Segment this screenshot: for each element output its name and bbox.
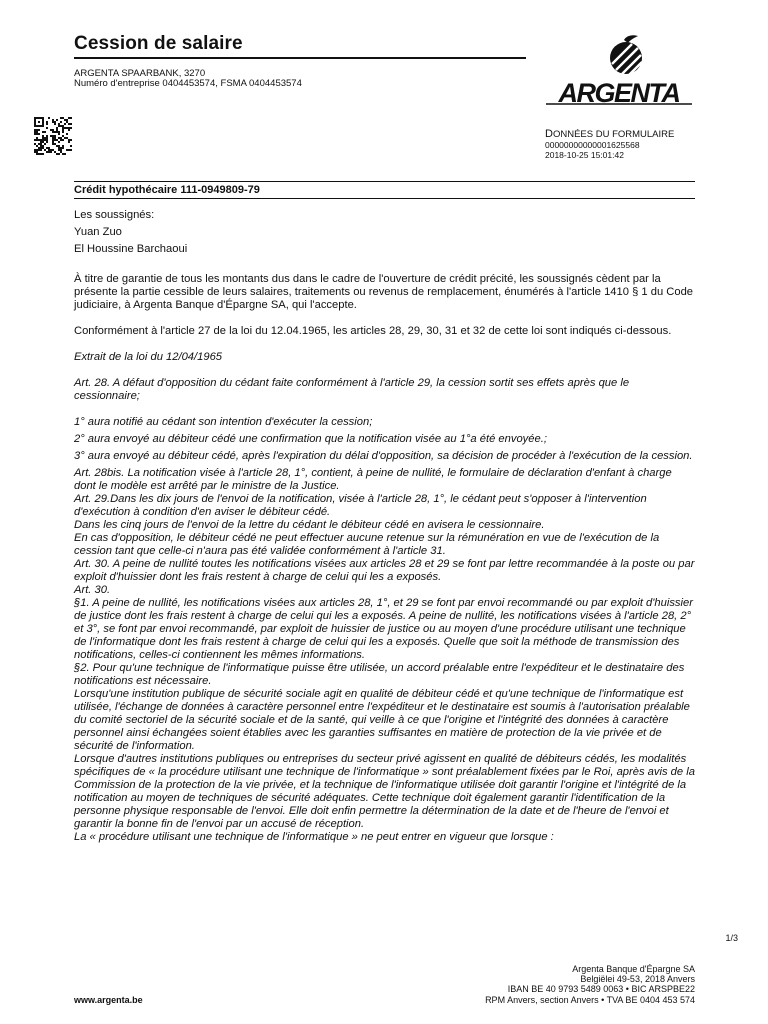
qr-module [68,127,70,129]
qr-module [60,137,62,139]
qr-module [42,147,44,149]
qr-module [54,121,56,123]
qr-module [50,129,52,131]
law-text: §2. Pour qu'une technique de l'informatique puisse être utilisée, un accord préalable entre l'expéditeur et le destinataire des notifications est nécessaire. [74,662,685,687]
qr-module [36,117,38,119]
qr-module [38,139,40,141]
credit-rule-bottom [74,198,695,199]
qr-module [42,119,44,121]
qr-module [68,123,70,125]
qr-module [54,123,56,125]
law-text: Lorsqu'une institution publique de sécurité sociale agit en qualité de débiteur cédé et qu'une technique de l'informatique est utilisée, l'échange de données à caractère personnel entre l'expéditeur et le destinataire est soumis à l'autorisation préalable du comité sectoriel de la sécurité sociale et de la santé, qui veille à ce que l'origine et l'intégrité des données à caractère personnel ainsi échangées soient établies avec les garanties suffisantes en matière de protection de la vie privée et de sécurité de l'information. [74,688,690,752]
qr-module [58,145,60,147]
qr-module [34,133,36,135]
qr-module [62,139,64,141]
conformity-paragraph: Conformément à l'article 27 de la loi du 12.04.1965, les articles 28, 29, 30, 31 et 32 de cette loi sont indiqués ci-dessous. [74,325,672,337]
qr-module [34,117,36,119]
law-text: Art. 30. A peine de nullité toutes les notifications visées aux articles 28 et 29 se font par lettre recommandée à la poste ou par exploit d'huissier dont les frais restent à charge de celui qui les a exposés. [74,558,695,583]
qr-module [64,137,66,139]
form-data-title [545,128,674,140]
qr-module [52,149,54,151]
qr-module [60,139,62,141]
footer-address-line: Belgiëlei 49-53, 2018 Anvers [580,974,695,985]
qr-module [36,139,38,141]
qr-module [44,143,46,145]
form-data-title-initial: D [545,128,553,140]
qr-module [40,147,42,149]
qr-module [62,153,64,155]
article-28-item: 1° aura notifié au cédant son intention d'exécuter la cession; [74,416,373,428]
signatory-name: El Houssine Barchaoui [74,243,188,255]
qr-module [38,143,40,145]
qr-module [42,141,44,143]
form-id: 00000000000001625568 [545,140,640,150]
qr-module [60,151,62,153]
qr-module [66,149,68,151]
signatories-label: Les soussignés: [74,209,155,221]
qr-module [40,153,42,155]
qr-module [46,135,48,137]
qr-module [46,141,48,143]
qr-module [42,123,44,125]
qr-module [44,131,46,133]
law-text: Art. 28bis. La notification visée à l'article 28, 1°, contient, à peine de nullité, le formulaire de déclaration d'enfant à charge dont le modèle est arrêté par le ministre de la Justice. [74,467,672,492]
qr-module [38,133,40,135]
footer-address-line: Argenta Banque d'Épargne SA [572,964,695,974]
website-link[interactable]: www.argenta.be [74,995,143,1005]
qr-module [38,129,40,131]
qr-module [58,141,60,143]
qr-module [56,131,58,133]
qr-module [34,123,36,125]
qr-module [42,121,44,123]
qr-module [46,137,48,139]
qr-module [40,145,42,147]
qr-module [36,125,38,127]
qr-module [38,121,40,123]
qr-module [42,139,44,141]
qr-module [38,125,40,127]
qr-module [54,137,56,139]
qr-module [48,147,50,149]
qr-module [52,141,54,143]
qr-module [38,149,40,151]
form-data-title-rest: ONNÉES DU FORMULAIRE [552,129,675,140]
qr-module [54,151,56,153]
qr-module [40,141,42,143]
qr-module [34,121,36,123]
footer-address-line: IBAN BE 40 9793 5489 0063 • BIC ARSPBE22 [507,984,695,995]
law-text: Art. 29.Dans les dix jours de l'envoi de la notification, visée à l'article 28, 1°, le cédant peut s'opposer à l'intervention d'exécution à condition d'en aviser le débiteur cédé. [74,493,647,518]
qr-module [50,149,52,151]
qr-module [36,129,38,131]
qr-module [50,135,52,137]
qr-module [44,137,46,139]
qr-module [64,127,66,129]
qr-module [42,153,44,155]
qr-module [66,121,68,123]
qr-module [62,125,64,127]
qr-module [56,153,58,155]
qr-module [62,135,64,137]
qr-module [54,139,56,141]
qr-module [54,143,56,145]
qr-module [48,117,50,119]
qr-module [58,137,60,139]
qr-module [62,117,64,119]
qr-module [58,133,60,135]
qr-module [64,153,66,155]
qr-module [68,129,70,131]
qr-module [70,149,72,151]
qr-module [52,119,54,121]
qr-module [36,133,38,135]
qr-module [58,153,60,155]
qr-module [62,131,64,133]
qr-module [40,139,42,141]
document-body [74,209,696,844]
qr-module [56,145,58,147]
qr-module [66,137,68,139]
qr-module [36,145,38,147]
qr-module [40,125,42,127]
qr-module [36,149,38,151]
qr-module [48,151,50,153]
law-extract-title: Extrait de la loi du 12/04/1965 [74,351,223,363]
bank-registration: Numéro d'entreprise 0404453574, FSMA 0404453574 [74,78,302,89]
qr-module [34,131,36,133]
article-28-item: 2° aura envoyé au débiteur cédé une confirmation que la notification visée au 1°a été envoyée.; [74,433,547,445]
qr-module [62,147,64,149]
law-text: En cas d'opposition, le débiteur cédé ne peut effectuer aucune retenue sur la rémunération en vue de l'exécution de la cession tant que celle-ci n'aura pas été validée conformément à l'article 31. [74,532,660,557]
form-datetime: 2018-10-25 15:01:42 [545,150,624,160]
qr-module [60,125,62,127]
qr-module [68,141,70,143]
qr-module [42,135,44,137]
qr-module [70,123,72,125]
qr-module [60,149,62,151]
article-28-item: 3° aura envoyé au débiteur cédé, après l'expiration du délai d'opposition, sa décision de procéder à l'exécution de la cession. [74,450,693,462]
qr-module [54,135,56,137]
qr-module [34,119,36,121]
qr-module [58,147,60,149]
qr-module [48,149,50,151]
qr-module [38,147,40,149]
qr-module [66,119,68,121]
law-text: La « procédure utilisant une technique de l'informatique » ne peut entrer en vigueur que lorsque : [74,831,554,843]
qr-module [62,129,64,131]
qr-module [70,117,72,119]
qr-module [34,125,36,127]
qr-module [38,117,40,119]
qr-module [56,129,58,131]
qr-module [46,123,48,125]
qr-module [36,153,38,155]
qr-module [64,123,66,125]
qr-module [40,117,42,119]
page-number: 1/3 [725,933,738,943]
qr-module [52,129,54,131]
qr-module [62,127,64,129]
law-text: Dans les cinq jours de l'envoi de la lettre du cédant le débiteur cédé en avisera le cessionnaire. [74,519,545,531]
qr-module [66,133,68,135]
qr-module [46,147,48,149]
argenta-logo [540,34,696,110]
qr-module [56,139,58,141]
qr-module [42,125,44,127]
footer-address-line: RPM Anvers, section Anvers • TVA BE 0404 453 574 [485,994,695,1005]
qr-module [52,143,54,145]
qr-module [36,131,38,133]
qr-module [58,149,60,151]
qr-module [60,121,62,123]
qr-module [60,147,62,149]
law-text: Lorsque d'autres institutions publiques ou entreprises du secteur privé agissent en qualité de débiteurs cédés, les modalités spécifiques de « la procédure utilisant une technique de l'informatique » sont préalablement fixées par le Roi, après avis de la Commission de la protection de la vie privée, et la technique de l'informatique utilisée doit garantir l'origine et l'intégrité de la notification au moyen de techniques de sécurité adéquates. Cette technique doit également garantir l'identification de la personne physique responsable de l'envoi. Elle doit enfin permettre la détermination de la date et de l'heure de l'envoi et garantir la bonne fin de l'envoi par un accusé de réception. [74,753,695,830]
qr-module [52,135,54,137]
qr-module [68,139,70,141]
qr-module [52,137,54,139]
qr-module [38,153,40,155]
qr-module [62,145,64,147]
qr-module [42,137,44,139]
qr-module [68,149,70,151]
qr-module [52,131,54,133]
qr-module [36,137,38,139]
qr-module [58,125,60,127]
qr-module [42,145,44,147]
qr-module [50,151,52,153]
title-underline [74,57,526,59]
qr-module [70,127,72,129]
qr-module [54,131,56,133]
qr-module [66,127,68,129]
qr-module [46,127,48,129]
signatory-name: Yuan Zuo [74,226,122,238]
qr-module [44,149,46,151]
qr-module [40,149,42,151]
qr-module [64,119,66,121]
qr-module [56,127,58,129]
bank-name: ARGENTA SPAARBANK, 3270 [74,68,206,79]
qr-module [34,129,36,131]
qr-module [58,123,60,125]
qr-module [42,117,44,119]
page-title: Cession de salaire [74,33,243,54]
qr-module [52,121,54,123]
qr-module [60,117,62,119]
credit-rule-top [74,181,695,182]
qr-module [36,151,38,153]
qr-module [40,143,42,145]
law-text: Art. 30. [74,584,111,596]
credit-title: Crédit hypothécaire 111-0949809-79 [74,184,260,196]
qr-module [34,143,36,145]
qr-module [44,139,46,141]
qr-module [46,151,48,153]
logo-text: ARGENTA [558,78,680,108]
qr-module [56,119,58,121]
qr-module [46,121,48,123]
qr-module [58,131,60,133]
qr-code-icon [34,117,72,155]
qr-module [70,139,72,141]
article-28: Art. 28. A défaut d'opposition du cédant faite conformément à l'article 29, la cession sortit ses effets après que le cessionnaire; [74,377,630,402]
guarantee-paragraph: À titre de garantie de tous les montants dus dans le cadre de l'ouverture de crédit précité, les soussignés cèdent par la présente la partie cessible de leurs salaires, traitements ou revenus de remplacement, énumérés à l'article 1410 § 1 du Code judiciaire, à Argenta Banque d'Épargne SA, qui l'accepte. [74,273,694,311]
qr-module [68,117,70,119]
qr-module [42,131,44,133]
qr-module [52,139,54,141]
qr-module [34,151,36,153]
qr-module [34,139,36,141]
footer-address [485,964,695,1005]
qr-module [46,139,48,141]
qr-module [70,145,72,147]
qr-module [34,149,36,151]
law-text: §1. A peine de nullité, les notifications visées aux articles 28, 1°, et 29 se font par envoi recommandé ou par exploit d'huissier de justice dont les frais restent à charge de celui qui les a exposés. A peine de nullité, les notifications visées à l'article 28, 2° et 3°, se font par envoi recommandé, par exploit de huissier de justice ou au moyen d'une procédure utilisant une technique de l'informatique dont les frais restent à charge de celui qui les a exposés. Quelle que soit la méthode de transmission des notifications, celles-ci contiennent les mêmes informations. [74,597,693,661]
